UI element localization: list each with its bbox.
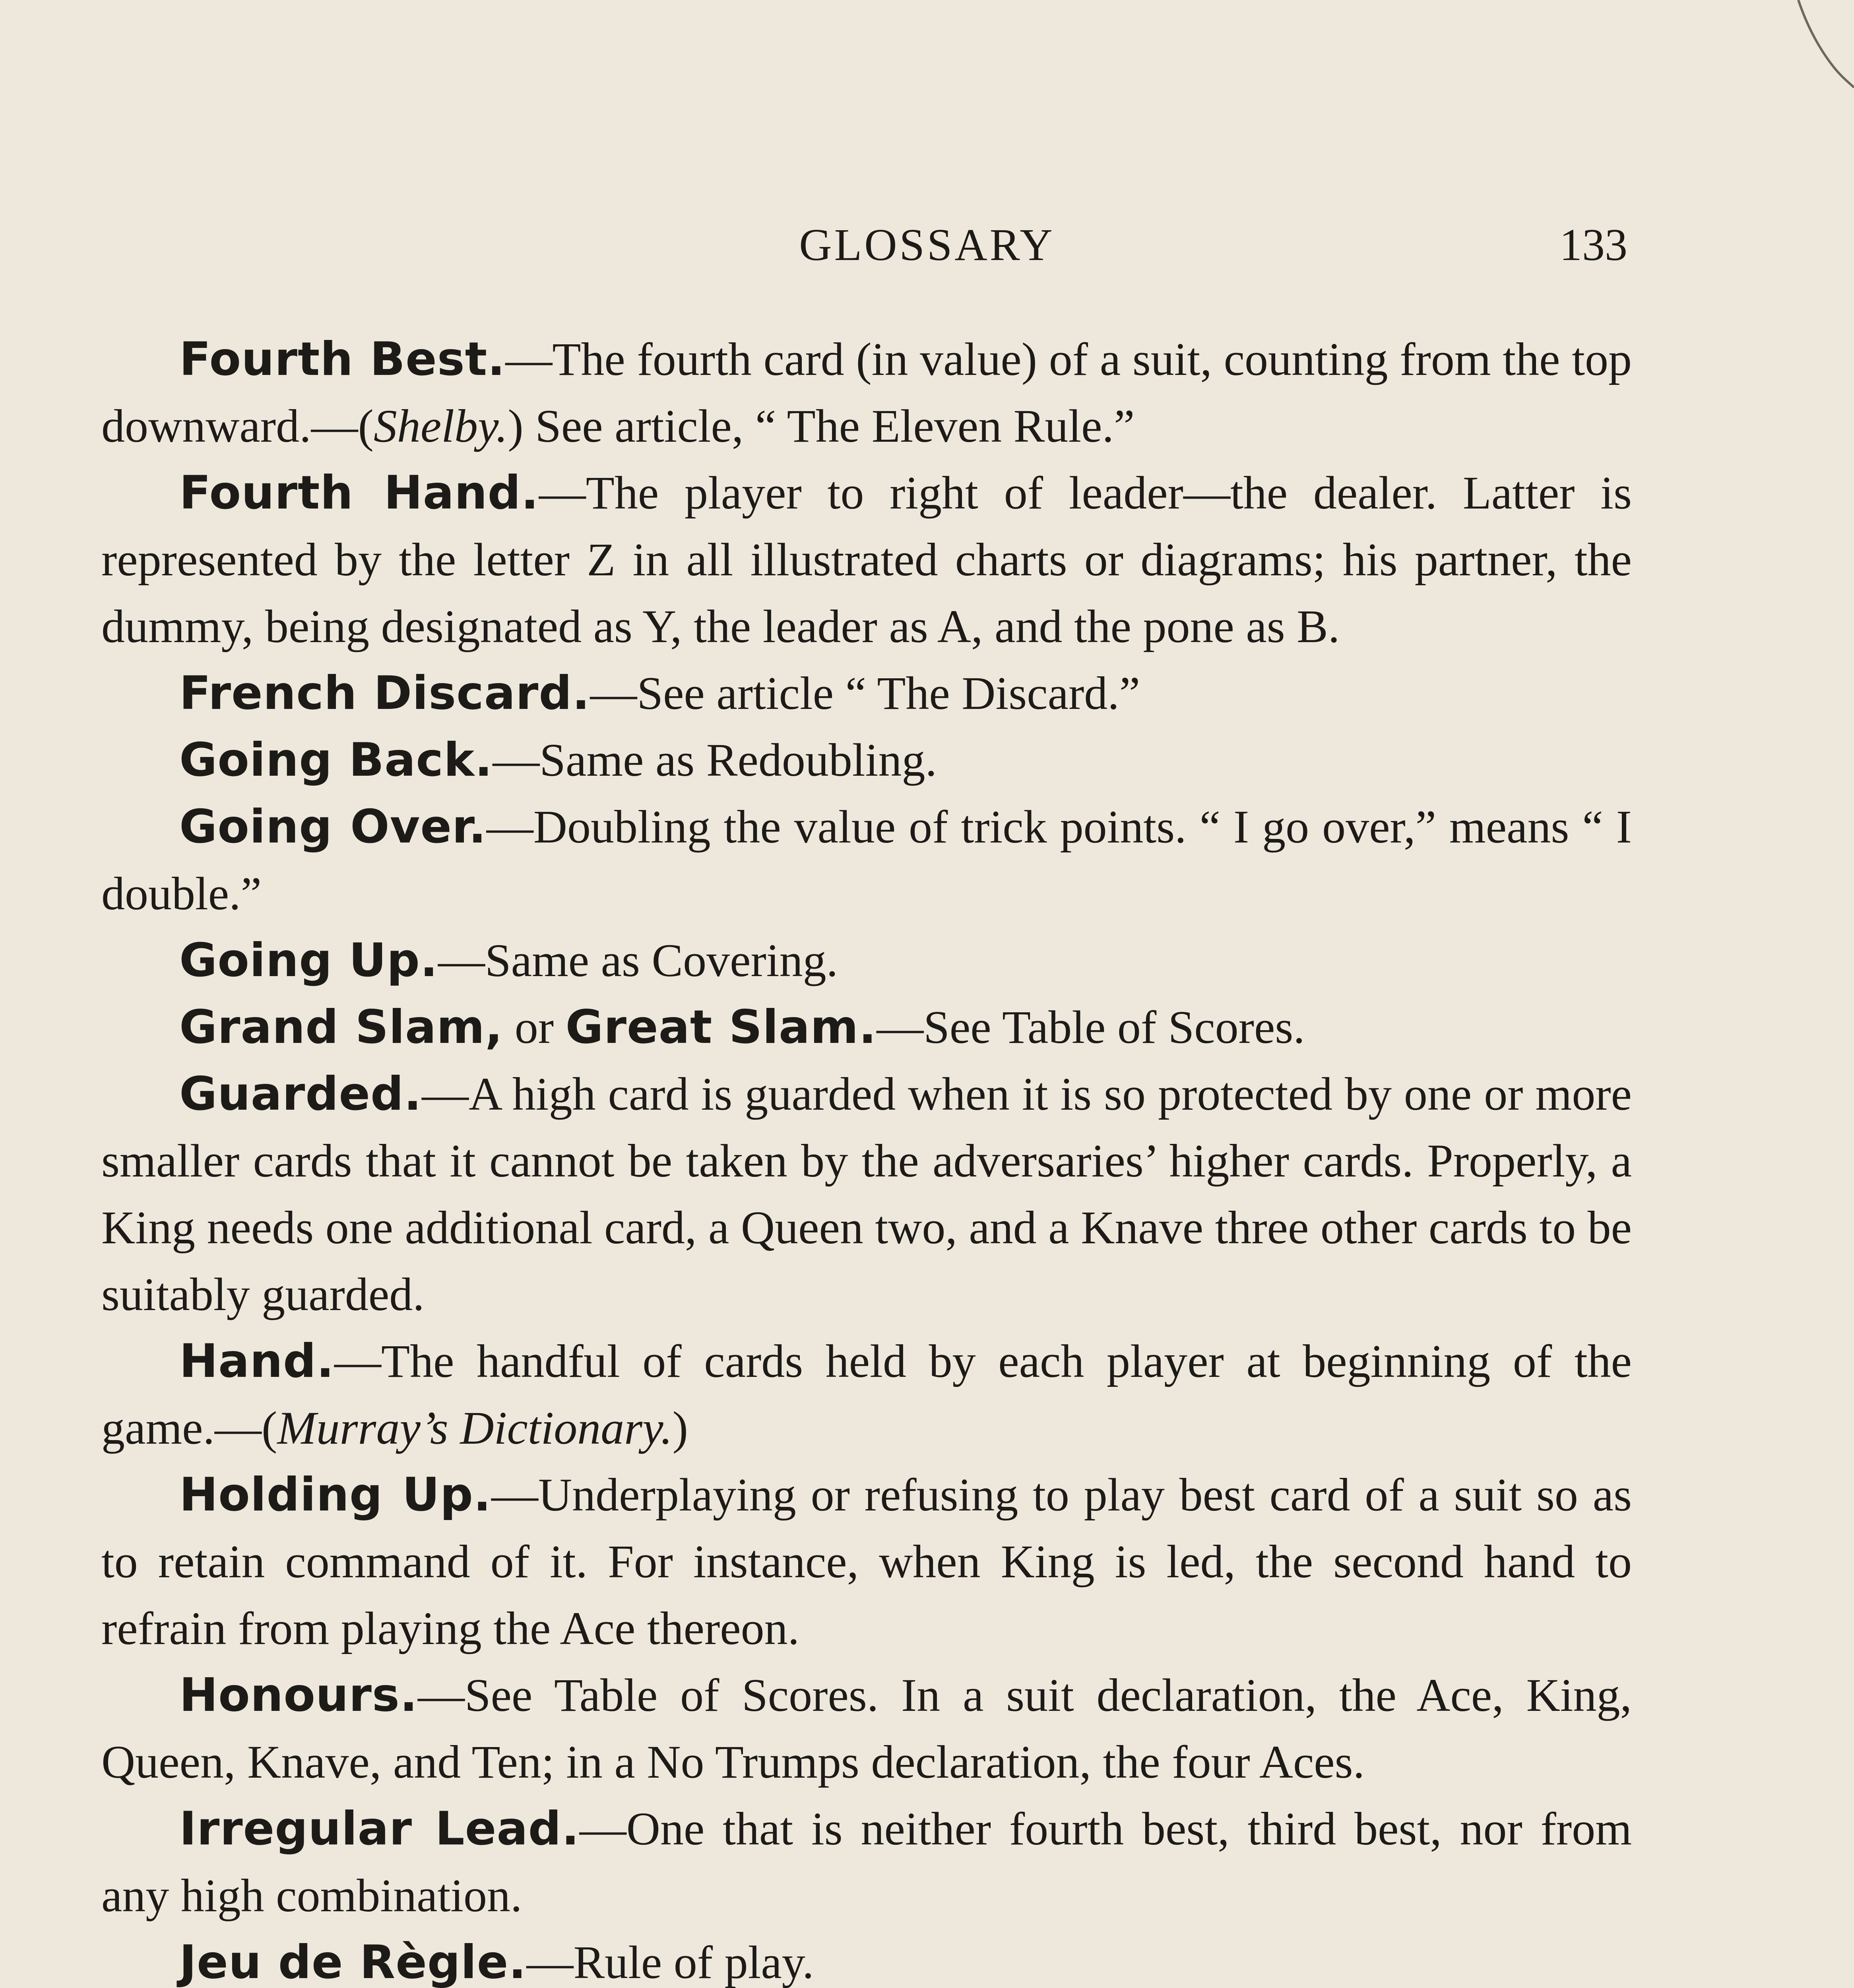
glossary-entries [101, 326, 1632, 1988]
glossary-term: Going Up. [179, 934, 438, 987]
glossary-term: Fourth Best. [179, 332, 506, 386]
definition-text: —See Table of Scores. [877, 1001, 1305, 1053]
page-corner-mark [1751, 0, 1854, 119]
glossary-term: Fourth Hand. [179, 466, 539, 520]
definition-text: —The handful of cards held by each player at beginning of the game.—( [101, 1335, 1632, 1454]
definition-text: —Rule of play. [526, 1936, 814, 1988]
term-connector: or [503, 1001, 566, 1053]
glossary-term: Honours. [179, 1668, 418, 1722]
citation: Shelby. [373, 400, 508, 452]
glossary-entry [101, 1462, 1632, 1662]
glossary-entry [101, 660, 1632, 727]
glossary-term: Irregular Lead. [179, 1802, 580, 1856]
definition-text: —Same as Covering. [438, 934, 838, 986]
glossary-term: Going Back. [179, 733, 493, 787]
glossary-term: Grand Slam, [179, 1000, 503, 1054]
definition-text: ) See article, “ The Eleven Rule.” [508, 400, 1135, 452]
glossary-entry [101, 1796, 1632, 1929]
running-title: GLOSSARY [799, 219, 1055, 270]
definition-text: —Underplaying or refusing to play best card of a suit so as to retain command of it. For instance, when King is led, the second hand to refrain from playing the Ace thereon. [101, 1469, 1632, 1654]
glossary-entry [101, 326, 1632, 460]
glossary-term: Jeu de Règle. [179, 1936, 527, 1988]
citation: Murray’s Dictionary. [277, 1402, 673, 1454]
definition-text: ) [672, 1402, 688, 1454]
glossary-entry [101, 1929, 1632, 1988]
definition-text: —The player to right of leader—the dealer. Latter is represented by the letter Z in all illustrated charts or diagrams; his partner, the dummy, being designated as Y, the leader as A, and the pone as B. [101, 467, 1632, 652]
glossary-term: Holding Up. [179, 1468, 491, 1522]
glossary-term: Guarded. [179, 1067, 422, 1121]
glossary-term: Going Over. [179, 800, 487, 854]
glossary-entry [101, 994, 1632, 1061]
glossary-entry [101, 794, 1632, 927]
glossary-entry [101, 727, 1632, 794]
glossary-term: French Discard. [179, 666, 590, 720]
glossary-entry [101, 927, 1632, 994]
glossary-entry [101, 460, 1632, 660]
definition-text: —The fourth card (in value) of a suit, counting from the top downward.—( [101, 333, 1632, 452]
definition-text: —One that is neither fourth best, third best, nor from any high combination. [101, 1803, 1632, 1922]
glossary-entry [101, 1328, 1632, 1462]
definition-text: —Doubling the value of trick points. “ I go over,” means “ I double.” [101, 801, 1632, 920]
page-number: 133 [1559, 219, 1627, 270]
glossary-entry [101, 1061, 1632, 1328]
definition-text: —See article “ The Discard.” [590, 667, 1140, 719]
glossary-term-alternate: Great Slam. [565, 1000, 877, 1054]
glossary-term: Hand. [179, 1334, 335, 1388]
definition-text: —See Table of Scores. In a suit declaration, the Ace, King, Queen, Knave, and Ten; in a No Trumps declaration, the four Aces. [101, 1669, 1632, 1788]
page-header [0, 211, 1854, 274]
glossary-entry [101, 1662, 1632, 1796]
definition-text: —A high card is guarded when it is so protected by one or more smaller cards that it cannot be taken by the adversaries’ higher cards. Properly, a King needs one additional card, a Queen two, and a Knave three other cards to be suitably guarded. [101, 1068, 1632, 1320]
definition-text: —Same as Redoubling. [493, 734, 937, 786]
